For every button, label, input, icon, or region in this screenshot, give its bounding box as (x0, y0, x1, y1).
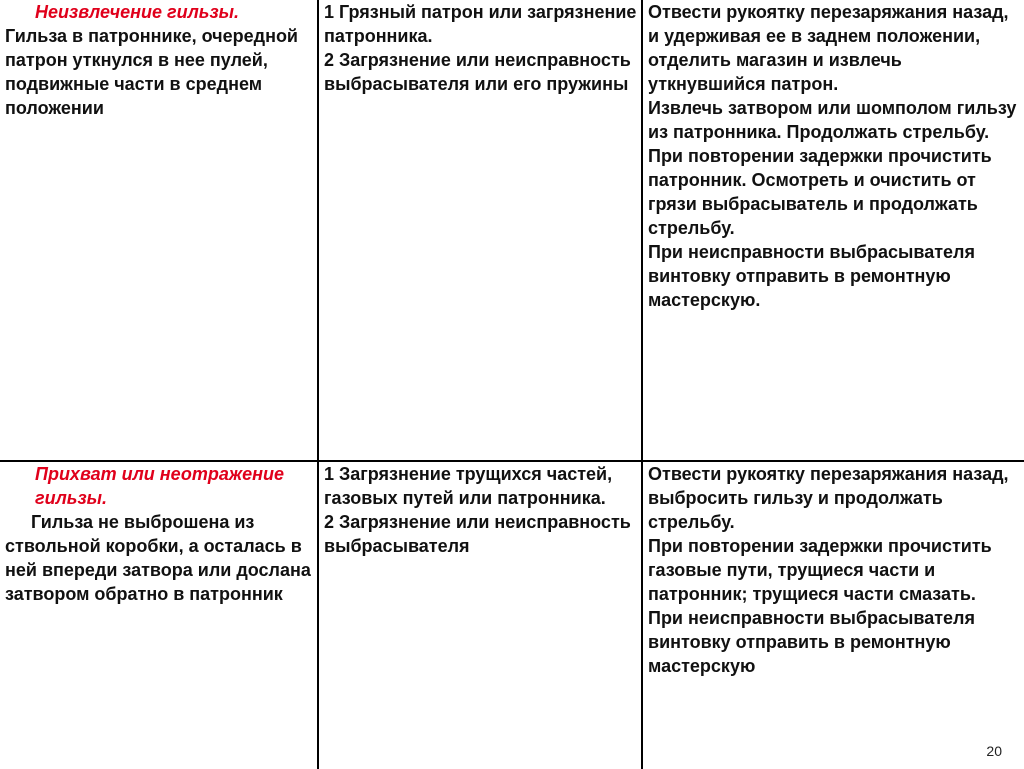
action-item: При повторении задержки прочистить патронник. Осмотреть и очистить от грязи выбрасыватель и продолжать стрельбу. (648, 146, 992, 238)
action-item: При повторении задержки прочистить газовые пути, трущиеся части и патронник; трущиеся части смазать. (648, 536, 992, 604)
action-item: При неисправности выбрасывателя винтовку отправить в ремонтную мастерскую. (648, 242, 975, 310)
actions-cell (642, 461, 1024, 769)
action-item: Отвести рукоятку перезаряжания назад, выбросить гильзу и продолжать стрельбу. (648, 464, 1009, 532)
causes-cell (318, 461, 642, 769)
page-number: 20 (986, 743, 1002, 759)
malfunction-description: Гильза в патроннике, очередной патрон уткнулся в нее пулей, подвижные части в среднем положении (5, 26, 299, 118)
causes-cell (318, 0, 642, 461)
action-item: При неисправности выбрасывателя винтовку отправить в ремонтную мастерскую (648, 608, 975, 676)
action-item: Отвести рукоятку перезаряжания назад, и удерживая ее в заднем положении, отделить магазин и извлечь уткнувшийся патрон. (648, 2, 1009, 94)
malfunction-title: Неизвлечение гильзы. (35, 2, 240, 22)
malfunction-cell (0, 0, 318, 461)
malfunction-title: Прихват или неотражение гильзы. (35, 464, 285, 508)
cause-item: 2 Загрязнение или неисправность выбрасывателя (324, 512, 631, 556)
table-row (0, 461, 1024, 769)
cause-item: 1 Загрязнение трущихся частей, газовых путей или патронника. (324, 464, 613, 508)
malfunction-cell (0, 461, 318, 769)
description-text: Гильза не выброшена из ствольной коробки, а осталась в ней впереди затвора или дослана затвором обратно в патронник (5, 512, 311, 604)
cause-item: 1 Грязный патрон или загрязнение патронника. (324, 2, 637, 46)
actions-cell (642, 0, 1024, 461)
malfunction-description (5, 510, 313, 606)
cause-item: 2 Загрязнение или неисправность выбрасывателя или его пружины (324, 50, 631, 94)
action-item: Извлечь затвором или шомполом гильзу из патронника. Продолжать стрельбу. (648, 98, 1017, 142)
